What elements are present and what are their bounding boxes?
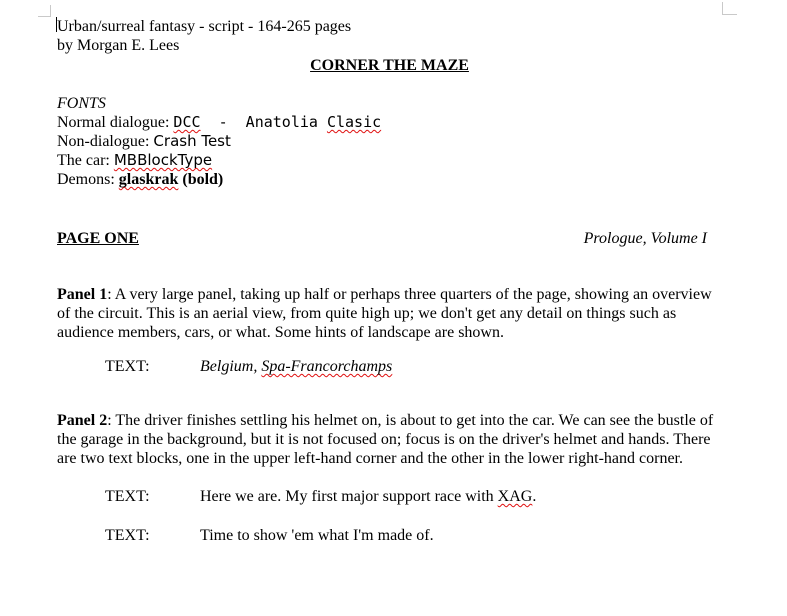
text-cue-label: TEXT: <box>105 527 150 544</box>
misspelled-font-name: glaskrak <box>118 171 179 188</box>
font-row-label: Demons: <box>57 171 119 188</box>
font-name: - Anatolia <box>200 113 327 131</box>
panel-label: Panel 1 <box>57 286 108 303</box>
dialogue-text: Time to show 'em what I'm made of. <box>200 527 434 544</box>
font-row-the-car <box>57 151 722 170</box>
dialogue-text: . <box>532 488 537 505</box>
text-cue-2 <box>57 487 770 506</box>
title-row <box>57 56 722 75</box>
text-cue-3 <box>57 526 770 545</box>
panel-1-paragraph <box>57 285 722 342</box>
panel-2-paragraph <box>57 411 722 468</box>
misspelled-font-name: Clasic <box>326 113 382 131</box>
panel-description: : A very large panel, taking up half or perhaps three quarters of the page, showing an overview of the circuit. This is an aerial view, from quite high up; we don't get any detail on things such as audience members, cars, or what. Some hints of landscape are shown. <box>57 286 712 341</box>
document-header <box>57 17 722 55</box>
font-row-normal-dialogue <box>57 113 722 132</box>
dialogue-text: Here we are. My first major support race with <box>200 488 498 505</box>
font-row-label: Non-dialogue: <box>57 133 154 150</box>
text-cue-label: TEXT: <box>105 358 150 375</box>
prologue-note: Prologue, Volume I <box>583 230 707 247</box>
misspelled-word: Spa-Francorchamps <box>261 358 393 375</box>
panel-label: Panel 2 <box>57 412 108 429</box>
misspelled-word: XAG <box>497 488 533 505</box>
text-cue-label: TEXT: <box>105 488 150 505</box>
margin-crop-mark-top-left-icon <box>38 5 51 17</box>
fonts-heading: FONTS <box>57 95 106 112</box>
font-name-suffix: (bold) <box>178 171 224 188</box>
dialogue-text: Belgium, <box>200 358 262 375</box>
font-row-label: Normal dialogue: <box>57 114 174 131</box>
text-cue-1 <box>57 357 770 376</box>
margin-crop-mark-top-right-icon <box>722 2 737 15</box>
font-row-demons <box>57 170 722 189</box>
font-row-label: The car: <box>57 152 114 169</box>
script-title: CORNER THE MAZE <box>310 57 469 74</box>
fonts-section <box>57 94 722 189</box>
misspelled-font-name: DCC <box>173 113 201 131</box>
page-one-heading: PAGE ONE <box>57 230 139 247</box>
script-type-line: Urban/surreal fantasy - script - 164-265 pages <box>57 18 352 35</box>
misspelled-font-name: MBBlockType <box>113 151 213 169</box>
font-row-non-dialogue <box>57 132 722 151</box>
font-name: Crash Test <box>153 132 231 150</box>
byline: by Morgan E. Lees <box>57 37 180 54</box>
panel-description: : The driver finishes settling his helmet on, is about to get into the car. We can see the bustle of the garage in the background, but it is not focused on; focus is on the driver's helmet and hands. There are two text blocks, one in the upper left-hand corner and the other in the lower right-hand corner. <box>57 412 714 467</box>
page-one-row <box>57 229 722 248</box>
